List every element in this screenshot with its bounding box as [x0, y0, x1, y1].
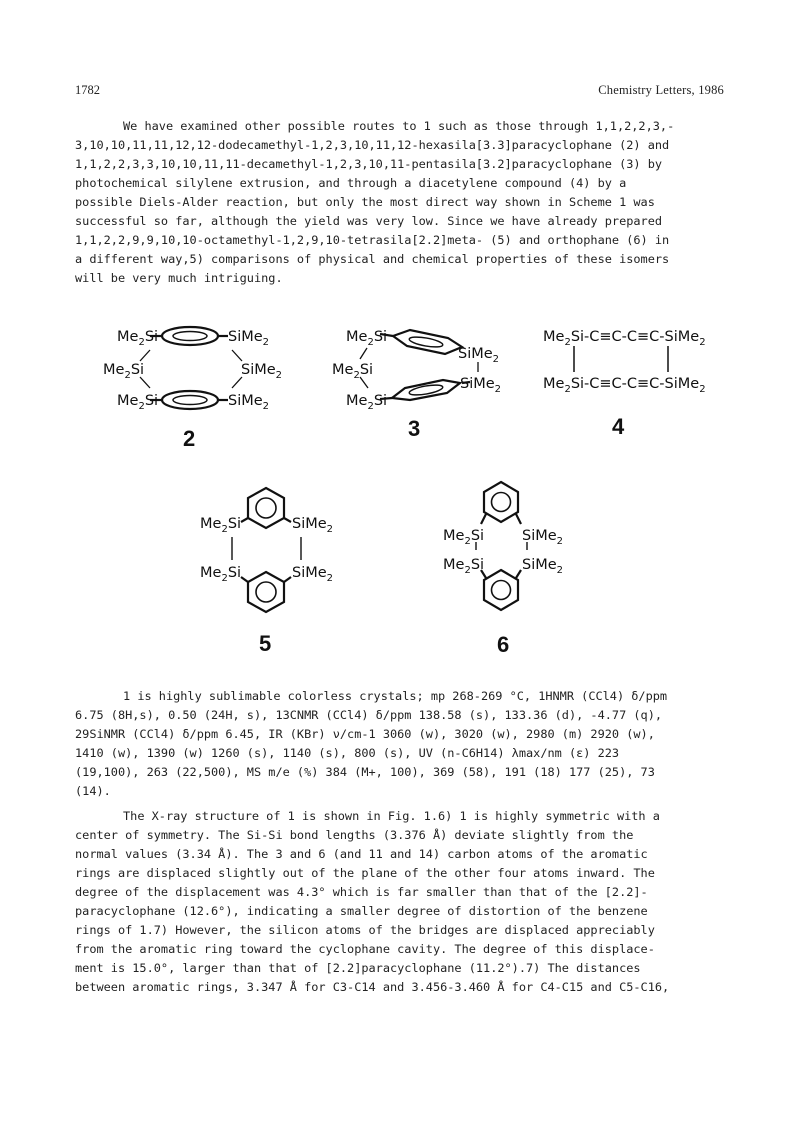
text-line: (19,100), 263 (22,500), MS m/e (%) 384 (M+, 100), 369 (58), 191 (18) 177 (25), 73: [75, 765, 655, 779]
sime2-label: SiMe$_2$: [522, 557, 564, 576]
text-line: We have examined other possible routes to 1 such as those through 1,1,2,2,3,-: [123, 119, 675, 133]
text-line: 29SiNMR (CCl4) δ/ppm 6.45, IR (KBr) ν/cm-1 3060 (w), 3020 (w), 2980 (m) 2920 (w),: [75, 727, 655, 741]
sime2-label: SiMe$_2$: [228, 329, 270, 348]
me2si-label: $Me_2Si$: [443, 557, 485, 576]
sime2-label: SiMe$_2$: [460, 376, 502, 395]
text-line: 1,1,2,2,9,9,10,10-octamethyl-1,2,9,10-tetrasila[2.2]meta- (5) and orthophane (6) in: [75, 233, 670, 247]
compound-5-structure: [232, 488, 301, 612]
me2si-label: $Me_2Si$: [200, 565, 242, 584]
text-line: 3,10,10,11,11,12,12-dodecamethyl-1,2,3,10,11,12-hexasila[3.3]paracyclophane (2) and: [75, 138, 670, 152]
me2si-label: $Me_2Si$: [346, 329, 388, 348]
me2si-label: $Me_2Si$: [346, 393, 388, 412]
page-number: 1782: [75, 83, 100, 97]
text-line: successful so far, although the yield was very low. Since we have already prepared: [75, 214, 663, 228]
sime2-label: SiMe$_2$: [292, 516, 334, 535]
text-line: photochemical silylene extrusion, and through a diacetylene compound (4) by a: [75, 176, 627, 190]
text-line: center of symmetry. The Si-Si bond lengths (3.376 Å) deviate slightly from the: [75, 828, 634, 842]
text-line: 1410 (w), 1390 (w) 1260 (s), 1140 (s), 800 (s), UV (n-C6H14) λmax/nm (ε) 223: [75, 746, 620, 760]
me2si-label: $Me_2Si$: [117, 393, 159, 412]
text-line: 1 is highly sublimable colorless crystals; mp 268-269 °C, 1HNMR (CCl4) δ/ppm: [123, 689, 668, 703]
text-line: possible Diels-Alder reaction, but only the most direct way shown in Scheme 1 was: [75, 195, 655, 209]
text-line: normal values (3.34 Å). The 3 and 6 (and 11 and 14) carbon atoms of the aromatic: [75, 847, 648, 861]
text-line: rings are displaced slightly out of the plane of the other four atoms inward. The: [75, 866, 655, 880]
text-line: between aromatic rings, 3.347 Å for C3-C14 and 3.456-3.460 Å for C4-C15 and C5-C16,: [75, 980, 670, 994]
text-line: 6.75 (8H,s), 0.50 (24H, s), 13CNMR (CCl4) δ/ppm 138.58 (s), 133.36 (d), -4.77 (q),: [75, 708, 663, 722]
me2si-label: $Me_2Si$: [117, 329, 159, 348]
sime2-label: SiMe$_2$: [228, 393, 270, 412]
compound-6-structure: [476, 482, 527, 610]
text-line: ment is 15.0°, larger than that of [2.2]paracyclophane (11.2°).7) The distances: [75, 961, 641, 975]
sime2-label: SiMe$_2$: [522, 528, 564, 547]
me2si-label: $Me_2Si$: [200, 516, 242, 535]
text-line: from the aromatic ring toward the cyclophane cavity. The degree of this displace-: [75, 942, 655, 956]
diacetylene-bottom-label: $Me_2Si-C\equiv C-C\equiv C-SiMe_2$: [543, 376, 706, 395]
text-line: The X-ray structure of 1 is shown in Fig. 1.6) 1 is highly symmetric with a: [123, 809, 660, 823]
compound-number-5: 5: [259, 631, 272, 656]
sime2-label: SiMe$_2$: [292, 565, 334, 584]
text-line: (14).: [75, 784, 111, 798]
me2si-label: $Me_2Si$: [103, 362, 145, 381]
sime2-label: SiMe$_2$: [241, 362, 283, 381]
text-line: rings of 1.7) However, the silicon atoms of the bridges are displaced appreciably: [75, 923, 655, 937]
text-line: 1,1,2,2,3,3,10,10,11,11-decamethyl-1,2,3,10,11-pentasila[3.2]paracyclophane (3) by: [75, 157, 663, 171]
diacetylene-top-label: $Me_2Si-C\equiv C-C\equiv C-SiMe_2$: [543, 329, 706, 348]
compound-4-structure: [574, 346, 668, 372]
text-line: degree of the displacement was 4.3° which is far smaller than that of the [2.2]-: [75, 885, 648, 899]
text-line: a different way,5) comparisons of physical and chemical properties of these isomers: [75, 252, 670, 266]
compound-number-4: 4: [612, 414, 625, 439]
sime2-label: SiMe$_2$: [458, 346, 500, 365]
compound-number-6: 6: [497, 632, 510, 657]
me2si-label: $Me_2Si$: [332, 362, 374, 381]
compound-number-3: 3: [408, 416, 421, 441]
journal-title: Chemistry Letters, 1986: [598, 83, 724, 97]
me2si-label: $Me_2Si$: [443, 528, 485, 547]
text-line: will be very much intriguing.: [75, 271, 283, 285]
compound-number-2: 2: [183, 426, 196, 451]
text-line: paracyclophane (12.6°), indicating a smaller degree of distortion of the benzene: [75, 904, 648, 918]
